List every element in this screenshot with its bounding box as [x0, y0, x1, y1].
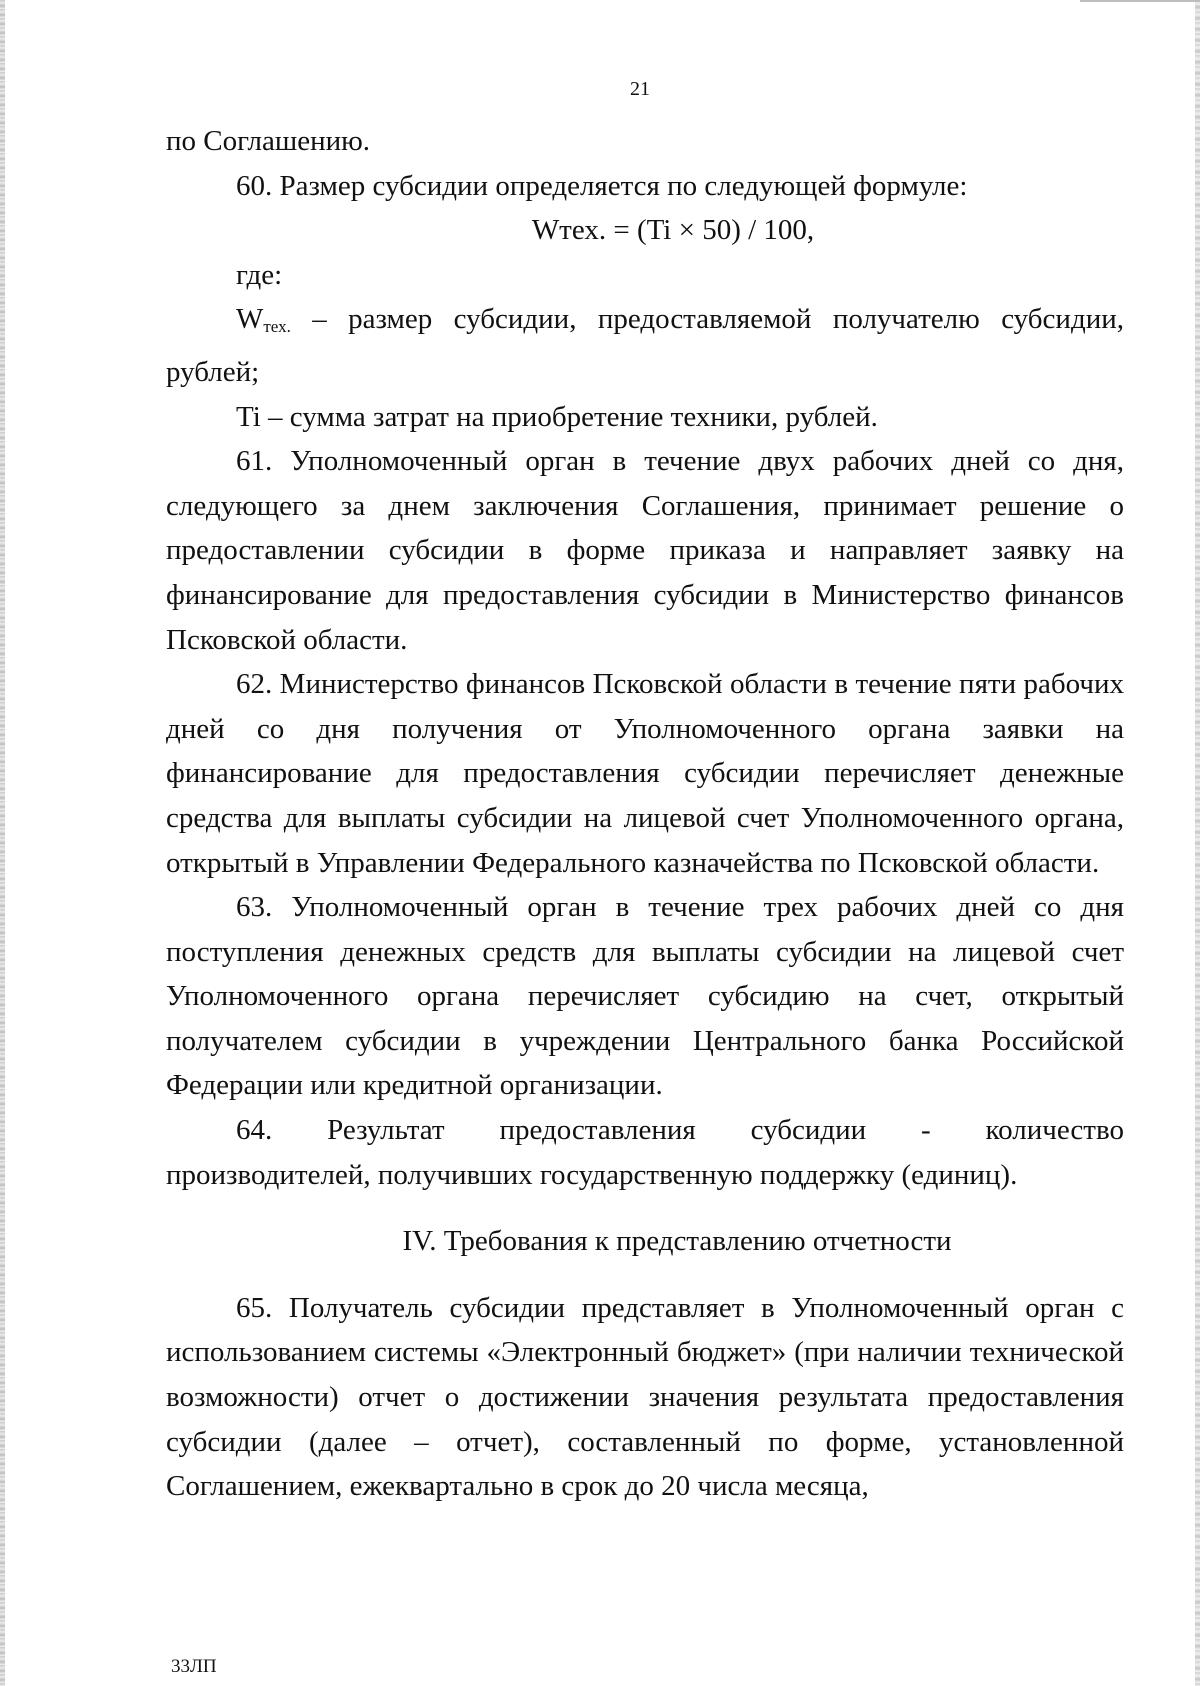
paragraph-65: 65. Получатель субсидии представляет в Уполномоченный орган с использованием системы «Электронный бюджет» (при наличии технической возможности) отчет о достижении значения результата предоставления субсидии (далее – отчет), составленный по форме, установленной Соглашением, ежеквартально в срок до 20 числа месяца,	[166, 1291, 1124, 1503]
p64-word: субсидии	[750, 1114, 867, 1147]
paragraph-64-line2: производителей, получивших государственную поддержку (единиц).	[166, 1158, 1018, 1191]
page-number: 21	[630, 78, 650, 100]
scan-edge-top	[1080, 0, 1200, 2]
paragraph-60: 60. Размер субсидии определяется по следующей формуле:	[236, 169, 968, 202]
p64-word: -	[921, 1114, 931, 1147]
w-symbol: W	[236, 303, 264, 336]
ti-definition: Ti – сумма затрат на приобретение техники, рублей.	[236, 400, 878, 433]
w-definition-text: – размер субсидии, предоставляемой получателю субсидии, рублей;	[166, 303, 1124, 388]
section-heading: IV. Требования к представлению отчетности	[402, 1225, 952, 1258]
p64-word: 64.	[236, 1114, 273, 1147]
footer-code: 33ЛП	[171, 1656, 217, 1677]
paragraph-62: 62. Министерство финансов Псковской области в течение пяти рабочих дней со дня получения от Уполномоченного органа заявки на финансирование для предоставления субсидии перечисляет денежные средства для выплаты субсидии на лицевой счет Уполномоченного органа, открытый в Управлении Федерального казначейства по Псковской области.	[166, 668, 1124, 879]
scan-edge-right	[1195, 0, 1200, 1686]
where-label: где:	[236, 258, 283, 291]
w-definition	[166, 297, 1124, 394]
p64-word: предоставления	[499, 1114, 696, 1147]
document-body	[166, 119, 1124, 1509]
w-subscript: тех.	[263, 317, 291, 337]
paragraph-61: 61. Уполномоченный орган в течение двух рабочих дней со дня, следующего за днем заключения Соглашения, принимает решение о предоставлении субсидии в форме приказа и направляет заявку на финансирование для предоставления субсидии в Министерство финансов Псковской области.	[166, 445, 1124, 656]
paragraph-continuation: по Соглашению.	[166, 125, 371, 157]
scan-edge-left	[0, 0, 5, 1686]
paragraph-64-line1	[166, 1108, 1124, 1153]
p64-word: количество	[985, 1114, 1124, 1147]
paragraph-63: 63. Уполномоченный орган в течение трех рабочих дней со дня поступления денежных средств для выплаты субсидии на лицевой счет Уполномоченного органа перечисляет субсидию на счет, открытый получателем субсидии в учреждении Центрального банка Российской Федерации или кредитной организации.	[166, 891, 1124, 1102]
p64-word: Результат	[327, 1114, 445, 1147]
subsidy-formula: Wтех. = (Ti × 50) / 100,	[531, 214, 815, 247]
